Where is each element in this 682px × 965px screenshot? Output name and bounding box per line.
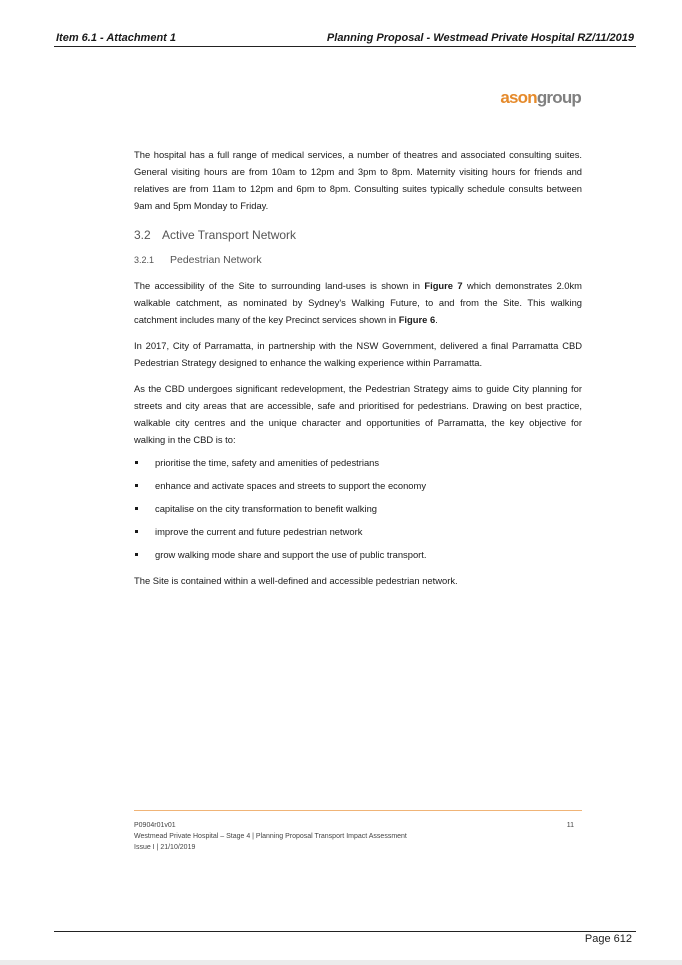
logo-part-ason: ason bbox=[500, 88, 537, 107]
list-item: prioritise the time, safety and amenities of pedestrians bbox=[134, 457, 582, 469]
page-bottom-band bbox=[0, 960, 682, 965]
para1-text-1: The accessibility of the Site to surrounding land-uses is shown in bbox=[134, 280, 425, 291]
objective-paragraph: As the CBD undergoes significant redevelopment, the Pedestrian Strategy aims to guide City planning for streets and city areas that are accessible, safe and prioritised for pedestrians. Drawing on best practice, walkable city centres and the unique character and opportunities of Parramatta, the key objective for walking in the CBD is to: bbox=[134, 383, 582, 445]
header-document-title: Planning Proposal - Westmead Private Hospital RZ/11/2019 bbox=[326, 32, 634, 44]
figure-7-reference: Figure 7 bbox=[424, 280, 463, 291]
subsection-title: Pedestrian Network bbox=[170, 254, 262, 266]
para1-text-2: which demonstrates 2.0km walkable catchment, as nominated by Sydney's Walking Future, to and from the Site. This walking catchment includes many of the key Precinct services shown in bbox=[134, 280, 582, 325]
footer-issue: Issue I | 21/10/2019 bbox=[134, 844, 196, 851]
section-heading bbox=[134, 228, 582, 242]
figure-6-reference: Figure 6 bbox=[398, 314, 436, 325]
section-title: Active Transport Network bbox=[162, 228, 297, 242]
document-footer bbox=[134, 810, 582, 853]
para1-text-3: . bbox=[435, 314, 438, 325]
list-item: grow walking mode share and support the use of public transport. bbox=[134, 549, 582, 561]
bottom-divider bbox=[54, 931, 636, 932]
logo-part-group: group bbox=[536, 88, 581, 107]
page-number: Page 612 bbox=[584, 933, 632, 945]
objectives-list bbox=[134, 457, 582, 561]
accessibility-paragraph bbox=[134, 277, 582, 328]
subsection-heading bbox=[134, 254, 582, 266]
page-header bbox=[54, 31, 636, 47]
header-item-label: Item 6.1 - Attachment 1 bbox=[56, 32, 177, 44]
subsection-number: 3.2.1 bbox=[134, 255, 155, 265]
section-number: 3.2 bbox=[134, 228, 151, 242]
intro-paragraph: The hospital has a full range of medical services, a number of theatres and associated consulting suites. General visiting hours are from 10am to 12pm and 3pm to 8pm. Maternity visiting hours for friends and relatives are from 11am to 12pm and 6pm to 8pm. Consulting suites typically schedule consults between 9am and 5pm Monday to Friday. bbox=[134, 149, 582, 211]
footer-page-number: 11 bbox=[566, 822, 574, 829]
footer-reference: P0904r01v01 bbox=[134, 822, 176, 829]
strategy-paragraph: In 2017, City of Parramatta, in partnership with the NSW Government, delivered a final Parramatta CBD Pedestrian Strategy designed to enhance the walking experience within Parramatta. bbox=[134, 340, 582, 368]
conclusion-paragraph: The Site is contained within a well-defined and accessible pedestrian network. bbox=[134, 575, 458, 586]
main-content bbox=[134, 146, 582, 598]
list-item: improve the current and future pedestrian network bbox=[134, 526, 582, 538]
list-item: capitalise on the city transformation to benefit walking bbox=[134, 503, 582, 515]
footer-project: Westmead Private Hospital – Stage 4 | Planning Proposal Transport Impact Assessment bbox=[134, 833, 407, 840]
ason-group-logo bbox=[500, 88, 581, 108]
list-item: enhance and activate spaces and streets to support the economy bbox=[134, 480, 582, 492]
